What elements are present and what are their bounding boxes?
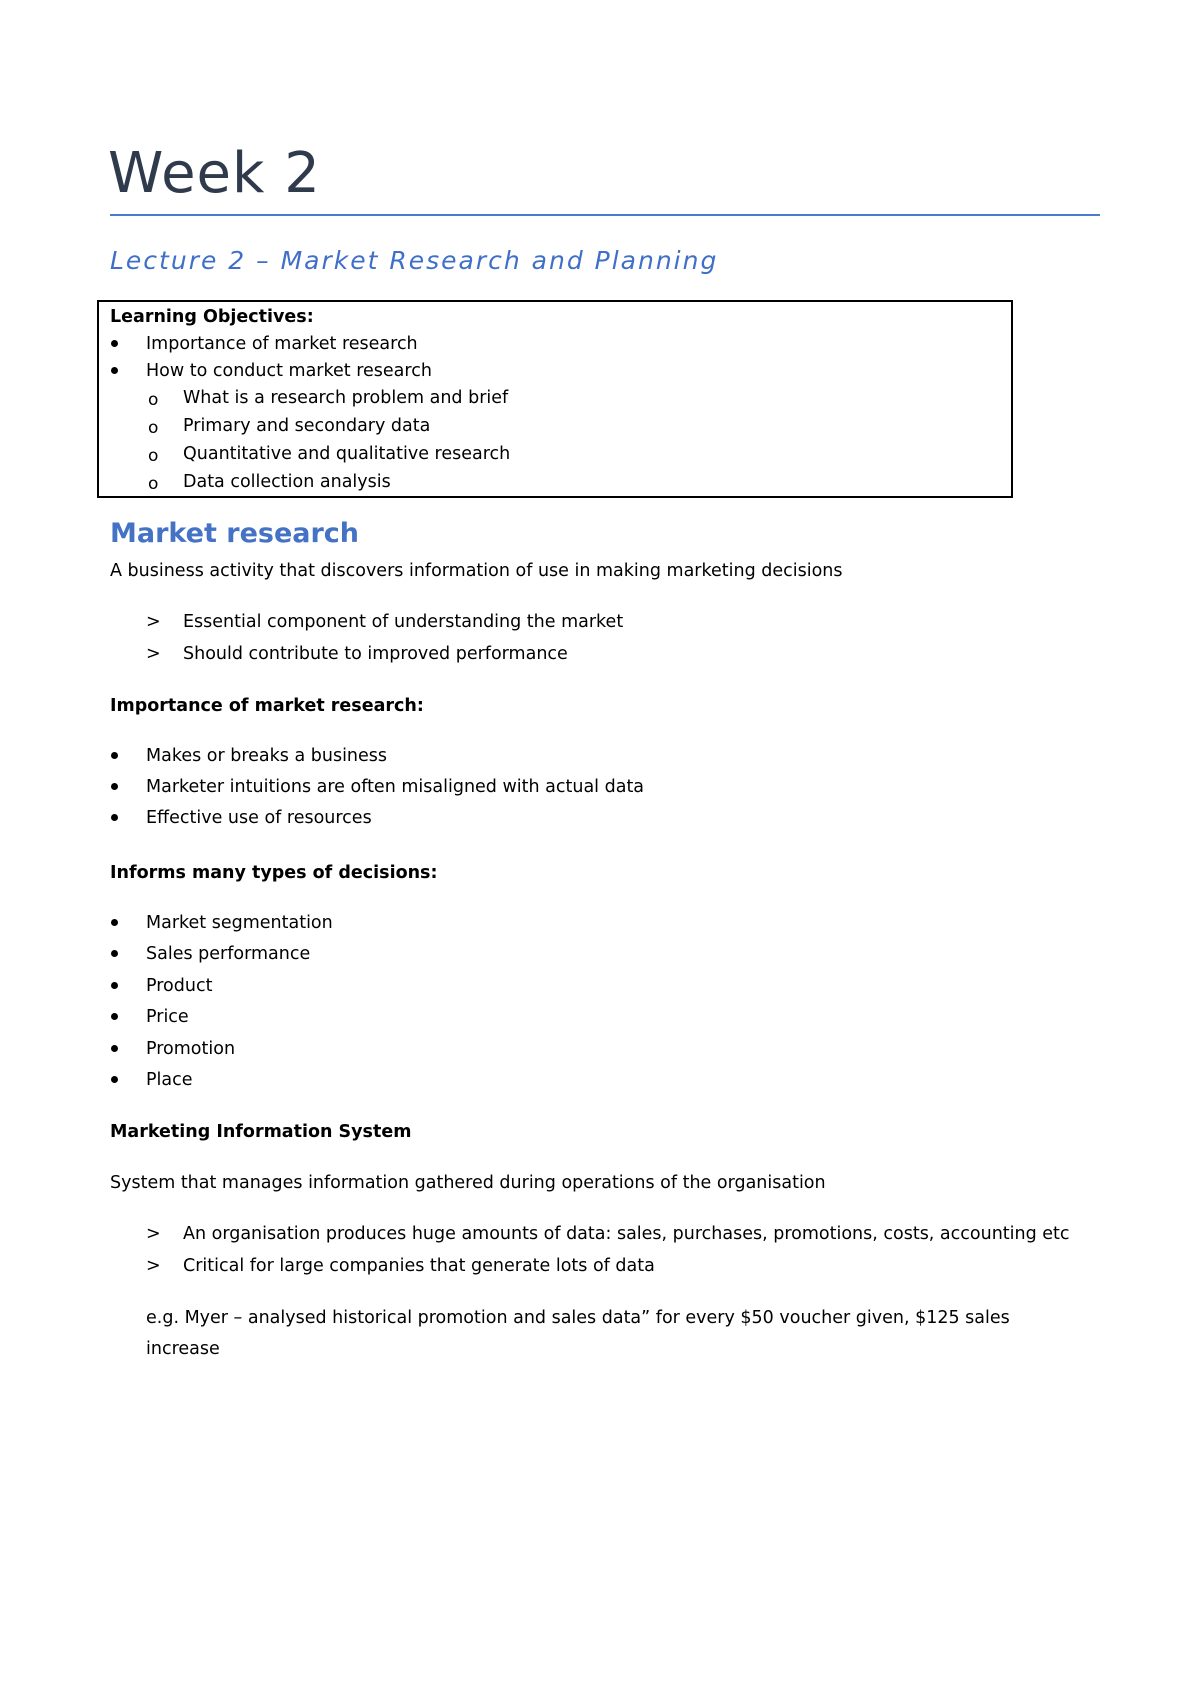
market-research-point: Essential component of understanding the market [183, 612, 624, 632]
bullet-icon [111, 814, 118, 821]
title-divider [110, 214, 1100, 216]
arrow-bullet-icon: > [146, 1256, 161, 1276]
bullet-icon [111, 950, 118, 957]
objective-item: Importance of market research [146, 334, 418, 354]
mis-definition: System that manages information gathered during operations of the organisation [110, 1173, 826, 1193]
importance-item: Effective use of resources [146, 808, 372, 828]
decision-item: Market segmentation [146, 913, 333, 933]
bullet-icon [111, 783, 118, 790]
objective-item: How to conduct market research [146, 361, 432, 381]
bullet-icon [111, 1045, 118, 1052]
objectives-heading: Learning Objectives: [110, 307, 314, 327]
importance-item: Makes or breaks a business [146, 746, 388, 766]
decision-item: Place [146, 1070, 193, 1090]
market-research-definition: A business activity that discovers information of use in making marketing decisions [110, 561, 843, 581]
bullet-icon [111, 1076, 118, 1083]
arrow-bullet-icon: > [146, 612, 161, 632]
mis-point: Critical for large companies that generate lots of data [183, 1256, 655, 1276]
decision-item: Price [146, 1007, 189, 1027]
decision-item: Promotion [146, 1039, 236, 1059]
mis-example-line-1: e.g. Myer – analysed historical promotion and sales data” for every $50 voucher given, $125 sales [146, 1308, 1010, 1328]
lecture-subtitle: Lecture 2 – Market Research and Planning [110, 246, 719, 275]
bullet-icon [111, 340, 118, 347]
mis-point: An organisation produces huge amounts of data: sales, purchases, promotions, costs, accounting etc [183, 1224, 1070, 1244]
bullet-icon [111, 367, 118, 374]
circle-bullet-icon: o [148, 474, 159, 494]
bullet-icon [111, 982, 118, 989]
bullet-icon [111, 752, 118, 759]
importance-item: Marketer intuitions are often misaligned with actual data [146, 777, 645, 797]
circle-bullet-icon: o [148, 418, 159, 438]
decision-item: Sales performance [146, 944, 311, 964]
arrow-bullet-icon: > [146, 644, 161, 664]
circle-bullet-icon: o [148, 446, 159, 466]
section-heading-market-research: Market research [110, 518, 360, 549]
objective-subitem: What is a research problem and brief [183, 388, 509, 408]
objective-subitem: Data collection analysis [183, 472, 391, 492]
objective-subitem: Primary and secondary data [183, 416, 431, 436]
bullet-icon [111, 1013, 118, 1020]
market-research-point: Should contribute to improved performance [183, 644, 568, 664]
arrow-bullet-icon: > [146, 1224, 161, 1244]
decision-item: Product [146, 976, 213, 996]
objective-subitem: Quantitative and qualitative research [183, 444, 511, 464]
mis-heading: Marketing Information System [110, 1122, 412, 1142]
bullet-icon [111, 919, 118, 926]
decisions-heading: Informs many types of decisions: [110, 863, 438, 883]
mis-example-line-2: increase [146, 1339, 220, 1359]
importance-heading: Importance of market research: [110, 696, 424, 716]
page-title: Week 2 [108, 141, 321, 206]
circle-bullet-icon: o [148, 390, 159, 410]
